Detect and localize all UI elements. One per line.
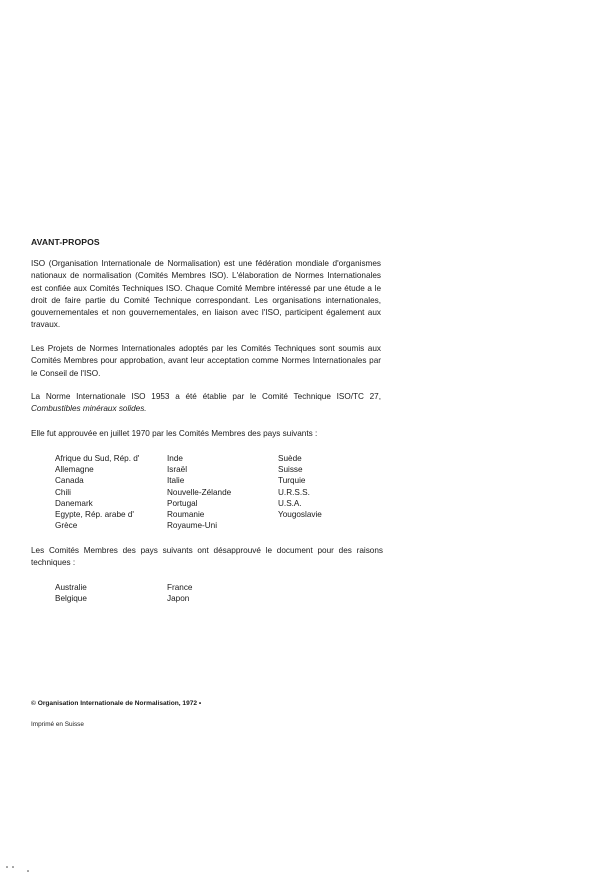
country-item: U.R.S.S. (278, 487, 310, 497)
approvers-column-2 (167, 453, 231, 531)
country-item: Grèce (55, 521, 78, 531)
country-item: Australie (55, 583, 87, 592)
country-item: Canada (55, 476, 84, 486)
printed-in: Imprimé en Suisse (31, 721, 84, 728)
disapprovers-column-1 (55, 582, 87, 604)
country-item: Yougoslavie (278, 510, 322, 520)
standard-statement: La Norme Internationale ISO 1953 a été établie par le Comité Technique ISO/TC 27, (31, 392, 381, 401)
country-item: Belgique (55, 594, 87, 604)
country-item: U.S.A. (278, 498, 302, 508)
country-item: Portugal (167, 498, 198, 508)
country-item: Inde (167, 454, 183, 463)
country-item: Egypte, Rép. arabe d' (55, 510, 134, 520)
country-item: Chili (55, 487, 71, 497)
country-item: Turquie (278, 476, 306, 486)
disapprovers-column-2 (167, 582, 192, 604)
foreword-paragraph-iso: ISO (Organisation Internationale de Normalisation) est une fédération mondiale d'organismes nationaux de normalisation (Comités Membres ISO). L'élaboration de Normes Internationales est confiée aux Comités Techniques ISO. Chaque Comité Membre intéressé par une étude a le droit de faire partie du Comité Technique correspondant. Les organisations internationales, gouvernementales et non gouvernementales, en liaison avec l'ISO, participent également aux travaux. (31, 259, 381, 330)
scan-speck (27, 870, 29, 872)
country-item: Nouvelle-Zélande (167, 487, 232, 497)
approval-intro: Elle fut approuvée en juillet 1970 par les Comités Membres des pays suivants : (31, 429, 318, 438)
country-item: Japon (167, 594, 190, 604)
country-item: Royaume-Uni (167, 521, 218, 531)
committee-title: Combustibles minéraux solides. (31, 404, 147, 414)
country-item: Suisse (278, 465, 303, 475)
country-item: Italie (167, 476, 185, 486)
copyright-notice: © Organisation Internationale de Normalisation, 1972 • (31, 700, 202, 707)
scan-speck (6, 866, 8, 868)
foreword-paragraph-standard (31, 391, 381, 416)
country-item: Israël (167, 465, 188, 475)
country-item: Afrique du Sud, Rép. d' (55, 454, 140, 463)
country-item: France (167, 583, 193, 592)
country-item: Roumanie (167, 510, 205, 520)
approvers-column-1 (55, 453, 139, 531)
disapproval-intro: Les Comités Membres des pays suivants ont désapprouvé le document pour des raisons techniques : (31, 546, 383, 568)
foreword-paragraph-projects: Les Projets de Normes Internationales adoptés par les Comités Techniques sont soumis aux Comités Membres pour approbation, avant leur acceptation comme Normes Internationales par le Conseil de l'ISO. (31, 344, 381, 378)
foreword-heading: AVANT-PROPOS (31, 237, 100, 247)
country-item: Danemark (55, 498, 93, 508)
country-item: Suède (278, 454, 302, 463)
approvers-column-3 (278, 453, 322, 520)
country-item: Allemagne (55, 465, 94, 475)
scan-speck (12, 866, 14, 868)
